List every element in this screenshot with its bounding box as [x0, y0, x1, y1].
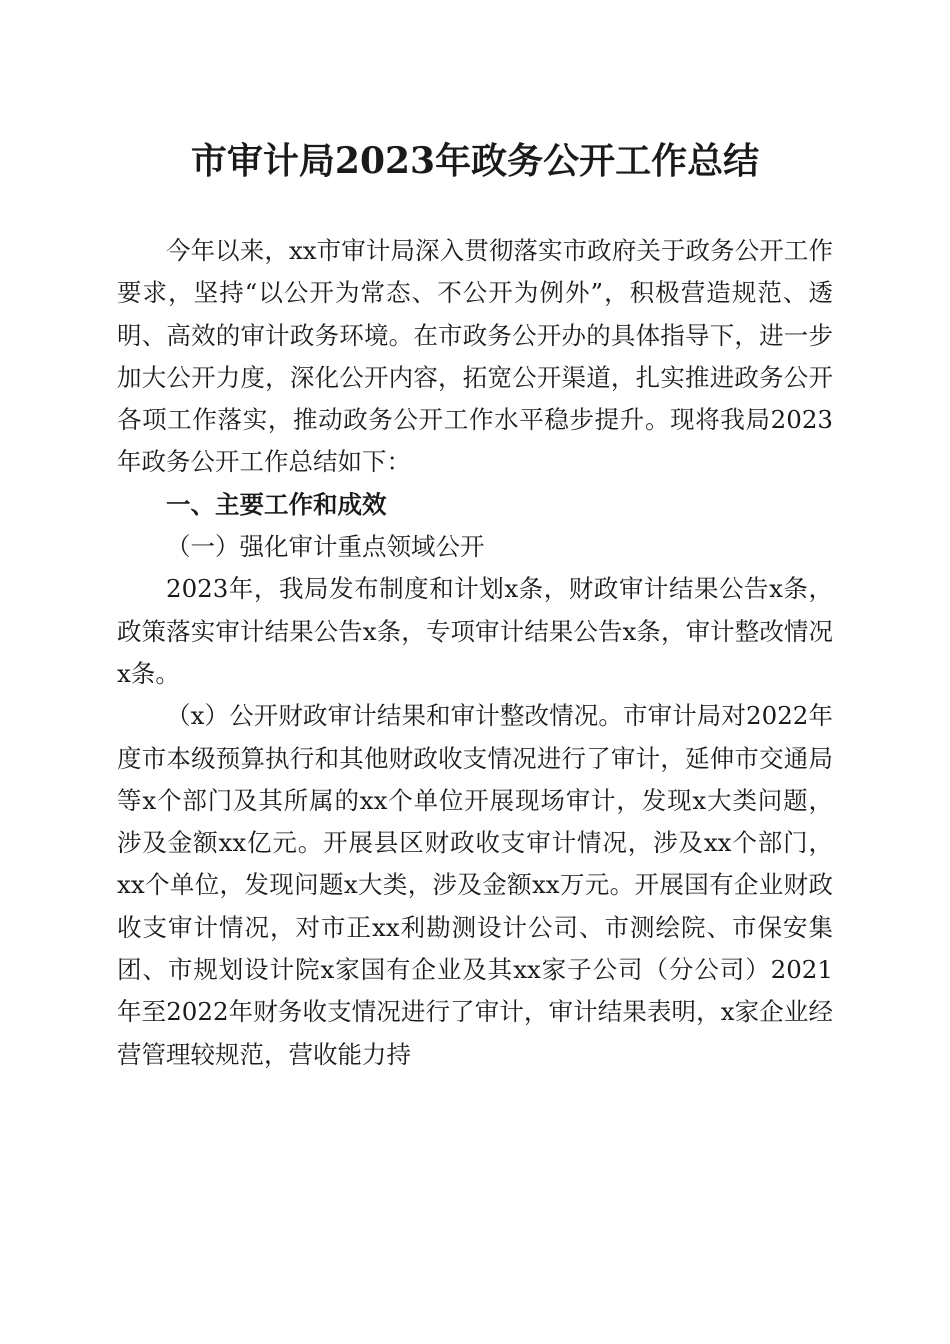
section-heading: 一、主要工作和成效	[166, 489, 387, 519]
subsection-heading: （一）强化审计重点领域公开	[166, 532, 485, 562]
body-paragraph-2: （x）公开财政审计结果和审计整改情况。市审计局对2022年度市本级预算执行和其他财政收支情况进行了审计，延伸市交通局等x个部门及其所属的xx个单位开展现场审计，发现x大类问题，涉及金额xx亿元。开展县区财政收支审计情况，涉及xx个部门，xx个单位，发现问题x大类，涉及金额xx万元。开展国有企业财政收支审计情况，对市正xx利勘测设计公司、市测绘院、市保安集团、市规划设计院x家国有企业及其xx家子公司（分公司）2021年至2022年财务收支情况进行了审计，审计结果表明，x家企业经营管理较规范，营收能力持	[117, 701, 833, 1069]
document-body	[117, 230, 833, 1076]
intro-paragraph: 今年以来，xx市审计局深入贯彻落实市政府关于政务公开工作要求，坚持“以公开为常态、不公开为例外”，积极营造规范、透明、高效的审计政务环境。在市政务公开办的具体指导下，进一步加大公开力度，深化公开内容，拓宽公开渠道，扎实推进政务公开各项工作落实，推动政务公开工作水平稳步提升。现将我局2023年政务公开工作总结如下：	[117, 236, 833, 477]
document-title: 市审计局2023年政务公开工作总结	[190, 140, 760, 182]
body-paragraph-1: 2023年，我局发布制度和计划x条，财政审计结果公告x条，政策落实审计结果公告x条，专项审计结果公告x条，审计整改情况x条。	[117, 574, 833, 688]
